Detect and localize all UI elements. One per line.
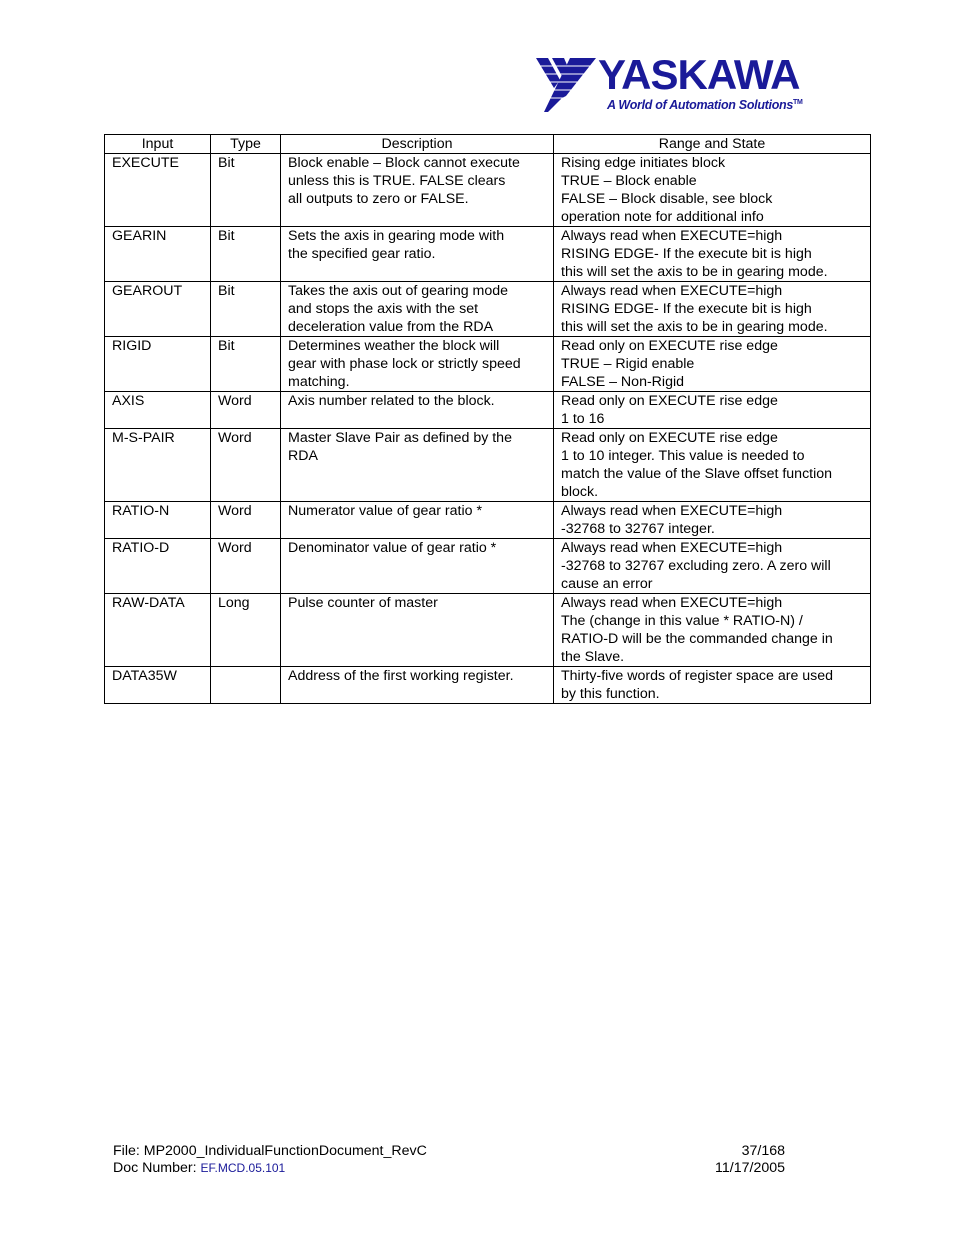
cell-description	[281, 502, 554, 539]
cell-input: GEARIN	[105, 227, 211, 282]
cell-range-line: match the value of the Slave offset function	[561, 466, 833, 482]
cell-description	[281, 392, 554, 429]
cell-input: RATIO-D	[105, 539, 211, 594]
cell-range	[554, 337, 871, 392]
table-row	[105, 429, 871, 502]
cell-description-line: Pulse counter of master	[288, 595, 438, 611]
cell-range	[554, 667, 871, 704]
table-header-row	[105, 135, 871, 154]
cell-range-line: Thirty-five words of register space are used	[561, 668, 834, 684]
cell-range	[554, 392, 871, 429]
cell-description-line: Takes the axis out of gearing mode	[288, 283, 509, 299]
cell-range-line: this will set the axis to be in gearing mode.	[561, 264, 828, 280]
cell-description-line: Block enable – Block cannot execute	[288, 155, 520, 171]
cell-range	[554, 502, 871, 539]
cell-input: RATIO-N	[105, 502, 211, 539]
table-row	[105, 392, 871, 429]
cell-type: Long	[211, 594, 281, 667]
footer-page-number: 37/168	[741, 1143, 785, 1159]
cell-range-line: block.	[561, 484, 599, 500]
cell-range-line: -32768 to 32767 integer.	[561, 521, 715, 537]
cell-description	[281, 154, 554, 227]
table-row	[105, 539, 871, 594]
cell-range	[554, 539, 871, 594]
cell-range-line: 1 to 16	[561, 411, 605, 427]
cell-description-line: Sets the axis in gearing mode with	[288, 228, 505, 244]
cell-range-line: FALSE – Non-Rigid	[561, 374, 685, 390]
cell-range-line: Rising edge initiates block	[561, 155, 726, 171]
column-header-type: Type	[211, 135, 281, 154]
table-row	[105, 594, 871, 667]
cell-range-line: TRUE – Block enable	[561, 173, 697, 189]
cell-input: M-S-PAIR	[105, 429, 211, 502]
cell-description-line: RDA	[288, 448, 318, 464]
cell-range	[554, 282, 871, 337]
column-header-input: Input	[105, 135, 211, 154]
io-parameter-table	[104, 134, 871, 704]
cell-description	[281, 539, 554, 594]
table-row	[105, 502, 871, 539]
cell-range-line: Always read when EXECUTE=high	[561, 595, 783, 611]
cell-description-line: Denominator value of gear ratio *	[288, 540, 497, 556]
cell-input: DATA35W	[105, 667, 211, 704]
yaskawa-logo-mark-icon	[534, 54, 600, 114]
footer-date: 11/17/2005	[715, 1160, 785, 1176]
cell-type: Bit	[211, 154, 281, 227]
logo-tagline: A World of Automation Solutions™	[607, 98, 803, 112]
cell-input: GEAROUT	[105, 282, 211, 337]
cell-range-line: operation note for additional info	[561, 209, 764, 225]
cell-description-line: Determines weather the block will	[288, 338, 500, 354]
cell-description	[281, 667, 554, 704]
table-row	[105, 227, 871, 282]
cell-range-line: RISING EDGE- If the execute bit is high	[561, 301, 812, 317]
cell-range-line: 1 to 10 integer. This value is needed to	[561, 448, 805, 464]
cell-range-line: Always read when EXECUTE=high	[561, 228, 783, 244]
cell-description-line: the specified gear ratio.	[288, 246, 436, 262]
cell-range-line: Always read when EXECUTE=high	[561, 503, 783, 519]
cell-range-line: Read only on EXECUTE rise edge	[561, 393, 778, 409]
cell-range	[554, 154, 871, 227]
cell-input: RAW-DATA	[105, 594, 211, 667]
cell-range-line: TRUE – Rigid enable	[561, 356, 695, 372]
column-header-range: Range and State	[554, 135, 871, 154]
cell-type: Bit	[211, 227, 281, 282]
cell-type: Word	[211, 392, 281, 429]
cell-description	[281, 429, 554, 502]
cell-range-line: Always read when EXECUTE=high	[561, 540, 783, 556]
cell-type: Bit	[211, 282, 281, 337]
table-row	[105, 154, 871, 227]
cell-range-line: The (change in this value * RATIO-N) /	[561, 613, 803, 629]
footer-file-name: File: MP2000_IndividualFunctionDocument_RevC	[113, 1143, 427, 1159]
footer-doc-label: Doc Number:	[113, 1160, 197, 1176]
cell-range-line: Read only on EXECUTE rise edge	[561, 430, 778, 446]
cell-range-line: this will set the axis to be in gearing mode.	[561, 319, 828, 335]
logo-wordmark: YASKAWA	[598, 51, 800, 98]
table-row	[105, 667, 871, 704]
cell-description-line: deceleration value from the RDA	[288, 319, 494, 335]
cell-description	[281, 337, 554, 392]
page-footer	[113, 1143, 793, 1177]
cell-range	[554, 227, 871, 282]
cell-range-line: by this function.	[561, 686, 660, 702]
cell-type	[211, 667, 281, 704]
cell-range-line: Read only on EXECUTE rise edge	[561, 338, 778, 354]
table-row	[105, 282, 871, 337]
cell-description-line: all outputs to zero or FALSE.	[288, 191, 469, 207]
cell-description-line: gear with phase lock or strictly speed	[288, 356, 521, 372]
yaskawa-logo	[534, 52, 824, 118]
cell-type: Word	[211, 429, 281, 502]
cell-input: EXECUTE	[105, 154, 211, 227]
cell-range-line: -32768 to 32767 excluding zero. A zero will	[561, 558, 831, 574]
cell-description-line: Numerator value of gear ratio *	[288, 503, 482, 519]
cell-input: AXIS	[105, 392, 211, 429]
cell-range	[554, 594, 871, 667]
cell-range-line: Always read when EXECUTE=high	[561, 283, 783, 299]
cell-range-line: RATIO-D will be the commanded change in	[561, 631, 833, 647]
cell-description-line: unless this is TRUE. FALSE clears	[288, 173, 506, 189]
table-body	[105, 154, 871, 704]
cell-description	[281, 227, 554, 282]
cell-description	[281, 282, 554, 337]
cell-input: RIGID	[105, 337, 211, 392]
cell-type: Word	[211, 539, 281, 594]
cell-description-line: matching.	[288, 374, 350, 390]
cell-description-line: Axis number related to the block.	[288, 393, 495, 409]
cell-range-line: FALSE – Block disable, see block	[561, 191, 773, 207]
cell-description-line: and stops the axis with the set	[288, 301, 479, 317]
cell-description-line: Address of the first working register.	[288, 668, 514, 684]
cell-range-line: the Slave.	[561, 649, 625, 665]
cell-description-line: Master Slave Pair as defined by the	[288, 430, 512, 446]
column-header-description: Description	[281, 135, 554, 154]
cell-description	[281, 594, 554, 667]
cell-range	[554, 429, 871, 502]
cell-range-line: RISING EDGE- If the execute bit is high	[561, 246, 812, 262]
cell-type: Word	[211, 502, 281, 539]
footer-doc-number: EF.MCD.05.101	[200, 1161, 286, 1175]
table-row	[105, 337, 871, 392]
cell-type: Bit	[211, 337, 281, 392]
cell-range-line: cause an error	[561, 576, 653, 592]
